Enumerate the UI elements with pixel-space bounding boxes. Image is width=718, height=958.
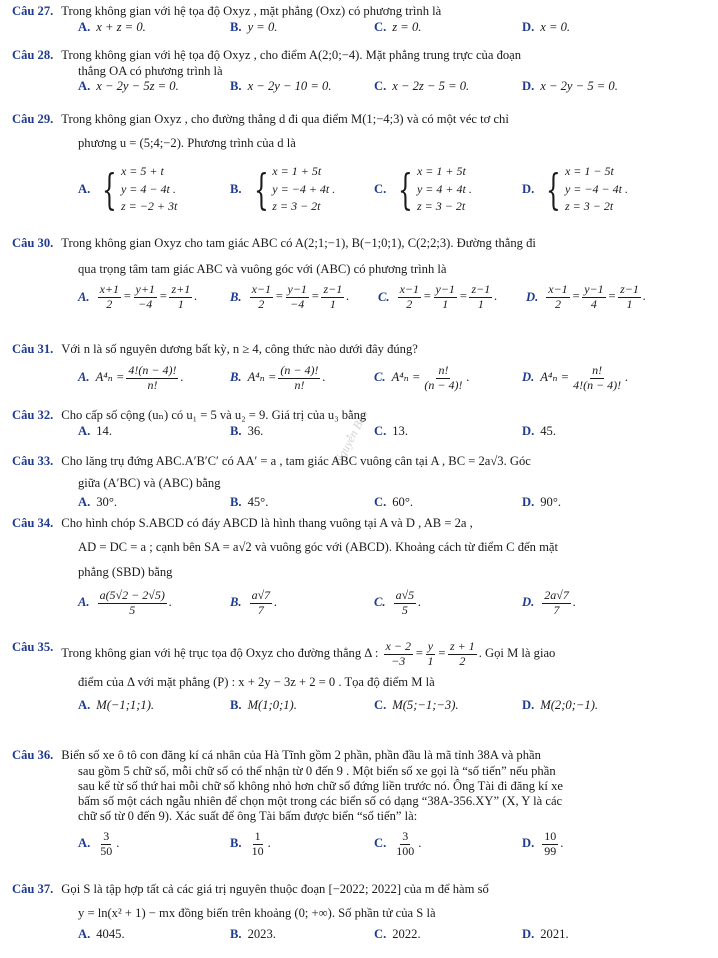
options — [12, 283, 712, 319]
option-b: B. $\frac{1}{10}$ . — [230, 829, 271, 858]
question-text-cont: phẳng (SBD) bằng — [78, 565, 173, 580]
options — [12, 20, 712, 38]
option-d: D. 45. — [522, 423, 556, 438]
question-text-cont: điểm của Δ với mặt phẳng (P) : x + 2y − 3z + 2 = 0 . Tọa độ điểm M là — [78, 674, 435, 689]
question-text-cont: AD = DC = a ; cạnh bên SA = a√2 và vuông góc với (ABCD). Khoảng cách từ điểm C đến mặt — [78, 539, 558, 554]
option-b: B. { x = 1 + 5t y = −4 + 4t . z = 3 − 2t — [230, 164, 336, 214]
option-c: C. z = 0. — [374, 19, 422, 34]
option-c: C. $\frac{a√5}{5}$ . — [374, 588, 422, 617]
option-d: D. { x = 1 − 5t y = −4 − 4t . z = 3 − 2t — [522, 164, 628, 214]
question-34 — [12, 516, 712, 629]
question-text-cont: y = ln(x² + 1) − mx đồng biến trên khoảng (0; +∞). Số phần tử của S là — [78, 905, 436, 920]
option-d: D. x = 0. — [522, 19, 571, 34]
options — [12, 79, 712, 97]
options — [12, 589, 712, 629]
question-text: Trong không gian với hệ trục tọa độ Oxyz cho đường thẳng Δ : $\frac{x - 2}{-3}$ = $\frac{y}{1}$ = $\frac{z + 1}{2}$ . Gọi M là giao — [61, 639, 556, 668]
option-b: B. $\frac{x-1}{2}$ = $\frac{y-1}{-4}$ = $\frac{z-1}{1}$ . — [230, 282, 350, 312]
question-text: Với n là số nguyên dương bất kỳ, n ≥ 4, công thức nào dưới đây đúng? — [61, 342, 418, 356]
option-c: C. A⁴ₙ = $\frac{n!}{(n - 4)!}$ . — [374, 362, 470, 392]
option-c: C. { x = 1 + 5t y = 4 + 4t . z = 3 − 2t — [374, 164, 472, 214]
option-a: A. M(−1;1;1). — [78, 698, 155, 713]
option-a: A. $\frac{x+1}{2}$ = $\frac{y+1}{-4}$ = $\frac{z+1}{1}$ . — [78, 282, 198, 312]
option-d: D. $\frac{2a√7}{7}$ . — [522, 588, 576, 617]
option-b: B. x − 2y − 10 = 0. — [230, 79, 332, 94]
question-number: Câu 30. — [12, 236, 54, 250]
option-b: B. M(1;0;1). — [230, 698, 297, 713]
question-number: Câu 27. — [12, 4, 54, 18]
question-text-cont: qua trọng tâm tam giác ABC và vuông góc với (ABC) có phương trình là — [78, 261, 447, 276]
question-text-cont: giữa (A′BC) và (ABC) bằng — [78, 475, 221, 490]
option-c: C. 60°. — [374, 495, 414, 510]
options — [12, 157, 712, 223]
question-text-cont: phương u = (5;4;−2). Phương trình của d là — [78, 135, 296, 150]
option-d: D. 90°. — [522, 495, 562, 510]
option-d: D. 2021. — [522, 927, 569, 942]
option-a: A. 30°. — [78, 495, 118, 510]
question-29 — [12, 112, 712, 223]
question-number: Câu 31. — [12, 342, 54, 356]
option-c: C. x − 2z − 5 = 0. — [374, 79, 470, 94]
question-33 — [12, 454, 712, 513]
option-a: A. x − 2y − 5z = 0. — [78, 79, 179, 94]
question-28 — [12, 48, 712, 97]
question-text: Trong không gian với hệ tọa độ Oxyz , mặt phẳng (Oxz) có phương trình là — [61, 4, 442, 18]
question-number: Câu 28. — [12, 48, 54, 62]
option-c: C. M(5;−1;−3). — [374, 698, 459, 713]
question-text-cont: thẳng OA có phương trình là — [78, 63, 223, 78]
question-31 — [12, 342, 712, 400]
question-text: Trong không gian Oxyz , cho đường thẳng d đi qua điểm M(1;−4;3) và có một véc tơ chỉ — [61, 112, 509, 126]
question-number: Câu 29. — [12, 112, 54, 126]
options — [12, 927, 712, 945]
question-35 — [12, 640, 712, 716]
question-text: Trong không gian Oxyz cho tam giác ABC có A(2;1;−1), B(−1;0;1), C(2;2;3). Đường thẳng đi — [61, 236, 536, 250]
question-30 — [12, 236, 712, 319]
question-number: Câu 32. — [12, 408, 54, 422]
question-36 — [12, 748, 712, 866]
option-a: A. $\frac{3}{50}$ . — [78, 829, 120, 858]
option-a: A. { x = 5 + t y = 4 − 4t . z = −2 + 3t — [78, 164, 178, 214]
question-number: Câu 33. — [12, 454, 54, 468]
question-text: Gọi S là tập hợp tất cả các giá trị nguyên thuộc đoạn [−2022; 2022] của m để hàm số — [61, 882, 489, 896]
question-text: Trong không gian với hệ tọa độ Oxyz , cho điểm A(2;0;−4). Mặt phẳng trung trực của đoạn — [61, 48, 522, 62]
option-d: D. $\frac{10}{99}$ . — [522, 829, 564, 858]
question-number: Câu 34. — [12, 516, 54, 530]
option-d: D. x − 2y − 5 = 0. — [522, 79, 618, 94]
question-32 — [12, 408, 712, 442]
option-b: B. A⁴ₙ = $\frac{(n - 4)!}{n!}$ . — [230, 362, 326, 392]
question-text: Biển số xe ô tô con đăng kí cá nhân của Hà Tĩnh gồm 2 phần, phần đầu là mã tỉnh 38A và phần — [61, 748, 541, 762]
question-text: Cho hình chóp S.ABCD có đáy ABCD là hình thang vuông tại A và D , AB = 2a , — [61, 516, 473, 530]
option-b: B. 2023. — [230, 927, 276, 942]
option-b: B. 36. — [230, 423, 264, 438]
option-c: C. $\frac{x-1}{2}$ = $\frac{y-1}{1}$ = $\frac{z-1}{1}$ . — [378, 282, 498, 312]
watermark: Nguyễn Bảo — [331, 407, 372, 467]
option-b: B. 45°. — [230, 495, 269, 510]
option-b: B. $\frac{a√7}{7}$ . — [230, 588, 278, 617]
option-c: C. 13. — [374, 423, 408, 438]
question-text-cont: sau gồm 5 chữ số, mỗi chữ số có thể nhận từ 0 đến 9 . Một biển số xe gọi là “số tiến” nếu phần sau kể từ số thứ hai mỗi chữ số không nhỏ hơn chữ số đứng liền trước nó. Ông Tài đi đăng kí xe bấm số một cách ngẫu nhiên để chọn một trong các biển số có dạng “38A-356.XY” (X, Y là các chữ số từ 0 đến 9). Xác suất để ông Tài bấm được biển “số tiến” là: — [78, 763, 563, 824]
question-number: Câu 37. — [12, 882, 54, 896]
question-number: Câu 35. — [12, 640, 54, 654]
question-number: Câu 36. — [12, 748, 54, 762]
question-37 — [12, 882, 712, 945]
options — [12, 424, 712, 442]
question-27 — [12, 4, 712, 38]
option-d: D. A⁴ₙ = $\frac{n!}{4!(n - 4)!}$ . — [522, 362, 629, 392]
options — [12, 495, 712, 513]
option-a: A. $\frac{a(5√2 - 2√5)}{5}$ . — [78, 588, 172, 617]
option-a: A. x + z = 0. — [78, 19, 146, 34]
option-d: D. M(2;0;−1). — [522, 698, 599, 713]
options — [12, 830, 712, 866]
option-a: A. A⁴ₙ = $\frac{4!(n - 4)!}{n!}$ . — [78, 362, 184, 392]
option-a: A. 14. — [78, 423, 112, 438]
question-text: Cho lăng trụ đứng ABC.A′B′C′ có AA′ = a , tam giác ABC vuông cân tại A , BC = 2a√3. Góc — [61, 454, 531, 468]
options — [12, 698, 712, 716]
question-text: Cho cấp số cộng (uₙ) có u₁ = 5 và u₂ = 9. Giá trị của u₃ bằng — [61, 408, 367, 422]
option-c: C. $\frac{3}{100}$ . — [374, 829, 422, 858]
option-b: B. y = 0. — [230, 19, 278, 34]
option-d: D. $\frac{x-1}{2}$ = $\frac{y-1}{4}$ = $\frac{z-1}{1}$ . — [526, 282, 647, 312]
options — [12, 364, 712, 400]
option-c: C. 2022. — [374, 927, 421, 942]
option-a: A. 4045. — [78, 927, 125, 942]
